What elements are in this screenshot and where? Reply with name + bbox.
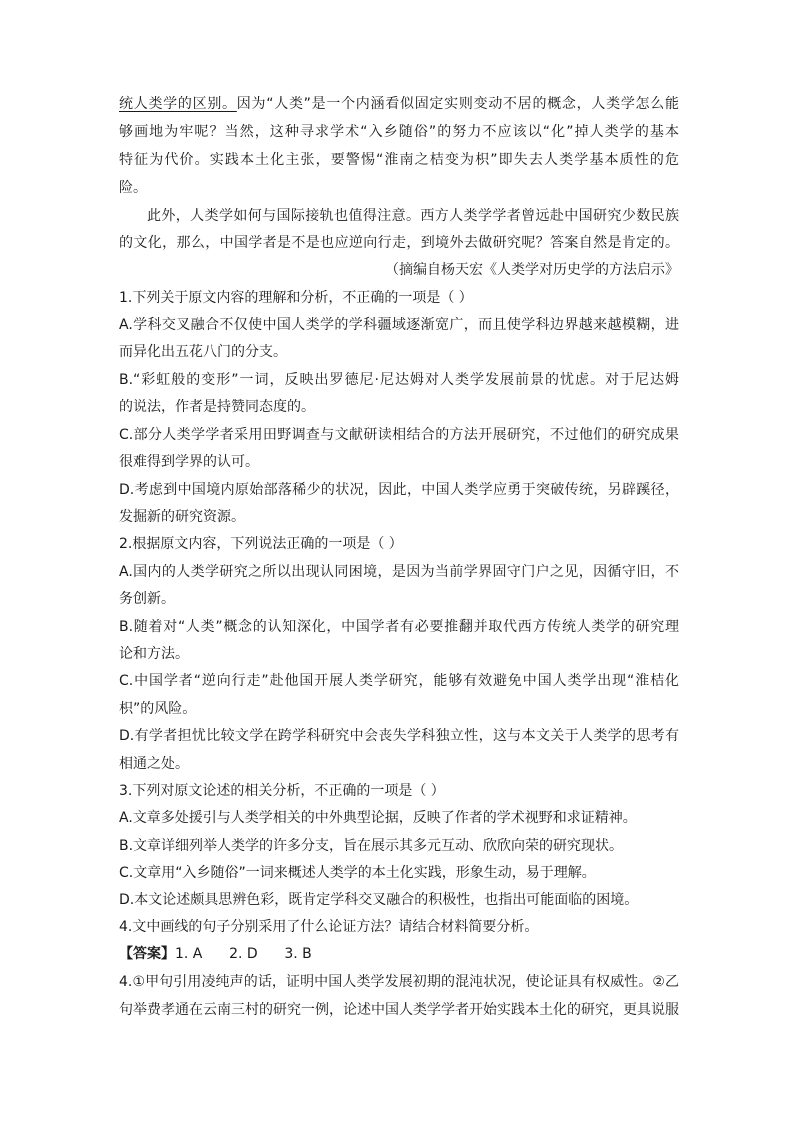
- option-line: D.本文论述颇具思辨色彩，既肯定学科交叉融合的积极性，也指出可能面临的困境。: [119, 892, 639, 908]
- option-line: C.文章用“入乡随俗”一词来概述人类学的本土化实践，形象生动，易于理解。: [119, 865, 596, 881]
- option-line: 务创新。: [119, 591, 175, 607]
- option-line: A.学科交叉融合不仅使中国人类学的学科疆域逐渐宽广，而且使学科边界越来越模糊，进: [119, 317, 679, 333]
- body-line: 够画地为牢呢？当然，这种寻求学术“入乡随俗”的努力不应该以“化”掉人类学的基本: [119, 124, 679, 140]
- body-line: [119, 94, 679, 114]
- option-line: 相通之处。: [119, 756, 189, 772]
- option-line: D.考虑到中国境内原始部落稀少的状况，因此，中国人类学应勇于突破传统，另辟蹊径，: [119, 482, 679, 498]
- underlined-sentence: 统人类学的区别。: [119, 96, 237, 112]
- option-line: 枳”的风险。: [119, 701, 197, 717]
- body-line: 险。: [119, 180, 147, 196]
- option-line: D.有学者担忧比较文学在跨学科研究中会丧失学科独立性，这与本文关于人类学的思考有: [119, 728, 679, 744]
- question-2: 2.根据原文内容，下列说法正确的一项是（ ）: [119, 536, 403, 552]
- answer-keys: 1. A 2. D 3. B: [175, 946, 312, 962]
- question-3: 3.下列对原文论述的相关分析，不正确的一项是（ ）: [119, 783, 445, 799]
- option-line: 论和方法。: [119, 646, 189, 662]
- body-line: 的文化，那么，中国学者是不是也应逆向行走，到境外去做研究呢？答案自然是肯定的。: [119, 235, 679, 251]
- question-4: 4.文中画线的句子分别采用了什么论证方法？请结合材料简要分析。: [119, 919, 539, 935]
- option-line: B.“彩虹般的变形”一词，反映出罗德尼·尼达姆对人类学发展前景的忧虑。对于尼达姆: [119, 372, 679, 388]
- option-line: C.中国学者“逆向行走”赴他国开展人类学研究，能够有效避免中国人类学出现“淮桔化: [119, 673, 679, 689]
- body-line: 此外，人类学如何与国际接轨也值得注意。西方人类学学者曾远赴中国研究少数民族: [147, 208, 679, 224]
- option-line: B.随着对“人类”概念的认知深化，中国学者有必要推翻并取代西方传统人类学的研究理: [119, 619, 679, 635]
- option-line: 而异化出五花八门的分支。: [119, 344, 287, 360]
- option-line: 的说法，作者是持赞同态度的。: [119, 399, 315, 415]
- option-line: C.部分人类学学者采用田野调查与文献研读相结合的方法开展研究，不过他们的研究成果: [119, 427, 679, 443]
- option-line: 很难得到学界的认可。: [119, 454, 259, 470]
- body-line: 特征为代价。实践本土化主张，要警惕“淮南之桔变为枳”即失去人类学基本质性的危: [119, 152, 679, 168]
- answer-explanation: 4.①甲句引用凌纯声的话，证明中国人类学发展初期的混沌状况，使论证具有权威性。②乙: [119, 974, 679, 990]
- option-line: A.国内的人类学研究之所以出现认同困境，是因为当前学界固守门户之见，因循守旧，不: [119, 564, 679, 580]
- answer-heading: 【答案】: [119, 946, 175, 962]
- line-text: 因为“人类”是一个内涵看似固定实则变动不居的概念，人类学怎么能: [236, 96, 679, 112]
- answer-line: [119, 944, 679, 964]
- answer-explanation: 句举费孝通在云南三村的研究一例，论述中国人类学学者开始实践本土化的研究，更具说服: [119, 1002, 679, 1018]
- question-1: 1.下列关于原文内容的理解和分析，不正确的一项是（ ）: [119, 290, 473, 306]
- source-citation: （摘编自杨天宏《人类学对历史学的方法启示》: [385, 262, 679, 278]
- option-line: A.文章多处援引与人类学相关的中外典型论据，反映了作者的学术视野和求证精神。: [119, 810, 637, 826]
- option-line: B.文章详细列举人类学的许多分支，旨在展示其多元互动、欣欣向荣的研究现状。: [119, 838, 624, 854]
- option-line: 发掘新的研究资源。: [119, 509, 245, 525]
